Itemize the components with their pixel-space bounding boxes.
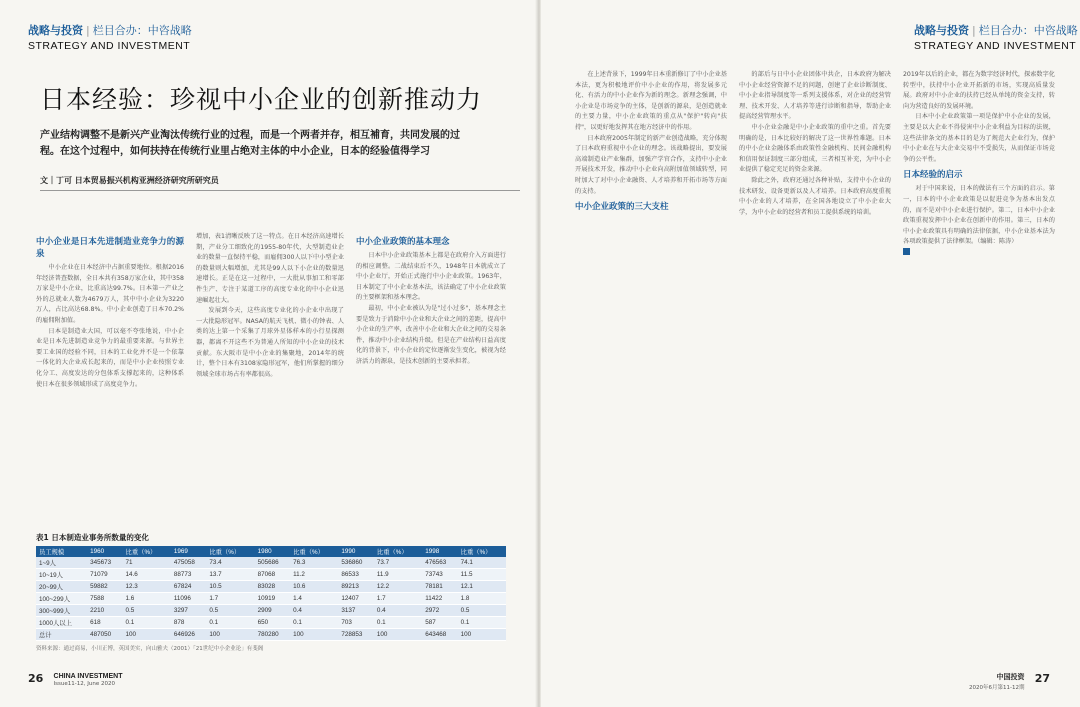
page-number: 27: [1034, 672, 1051, 685]
page-number: 26: [28, 672, 44, 685]
table-cell: 100~299人: [36, 593, 87, 605]
table-cell: 100: [458, 629, 506, 641]
paragraph: 中小企业在日本经济中占据重要地位。根据2016年经济普查数据，全日本共有358万家企业，其中358万家是中小企业，比重高达99.7%。日本第一产业之外的总就业人数为4679万人，其中中小企业为3220万人，占比高达68.8%。中小企业创造了日本70.2%的雇佣附加值。: [36, 264, 184, 324]
text-column-4: [575, 70, 727, 665]
table-cell: 12.2: [374, 581, 422, 593]
table-cell: 10919: [255, 593, 290, 605]
table-title: 表1 日本制造业事务所数量的变化: [36, 533, 149, 542]
article-byline: 文｜丁可 日本贸易振兴机构亚洲经济研究所研究员: [40, 176, 219, 185]
table-cell: 728853: [338, 629, 373, 641]
table-row: [36, 581, 506, 593]
section-heading-4: 日本经验的启示: [903, 170, 963, 181]
table-header-cell: 比重（%）: [374, 546, 422, 557]
table-cell: 2210: [87, 605, 122, 617]
table-cell: 487050: [87, 629, 122, 641]
table-cell: 0.5: [458, 605, 506, 617]
table-cell: 71079: [87, 569, 122, 581]
table-cell: 0.4: [374, 605, 422, 617]
paragraph: 对于中国来说，日本的做法有三个方面的启示。第一，日本的中小企业政策是以促进竞争为基本出发点的，而不是对中小企业进行保护。第二，日本中小企业政策重视发挥中小企业在创新中的作用。第三，日本的中小企业政策具有明确的法律依据，中小企业基本法为各项政策提供了法律框架。（编辑：陈涛）: [903, 185, 1055, 246]
table-cell: 67824: [171, 581, 206, 593]
table-cell: 1000人以上: [36, 617, 87, 629]
table-cell: 0.1: [458, 617, 506, 629]
table-cell: 10~19人: [36, 569, 87, 581]
divider: [40, 190, 520, 191]
left-page: [0, 0, 538, 707]
table-header-cell: 比重（%）: [123, 546, 171, 557]
data-table-block: [36, 532, 506, 652]
table-cell: 73.4: [206, 557, 254, 569]
paragraph: 除此之外，政府还通过各种补贴，支持中小企业的技术研发、设备更新以及人才培养。日本政府高度重视中小企业的人才培养，在全国各地设立了中小企业大学，为中小企业的经营者和员工提供系统的培训。: [739, 176, 891, 216]
table-cell: 7588: [87, 593, 122, 605]
table-cell: 73743: [422, 569, 457, 581]
table-row: [36, 569, 506, 581]
table-cell: 643468: [422, 629, 457, 641]
table-cell: 505686: [255, 557, 290, 569]
data-table: [36, 546, 506, 641]
table-cell: 476563: [422, 557, 457, 569]
header-separator: |: [972, 24, 976, 37]
table-cell: 78181: [422, 581, 457, 593]
paragraph: 中小企业金融是中小企业政策的重中之重。首先要明确的是，日本比较好的解决了这一世界性难题。日本的中小企业金融体系由政策性金融机构、民间金融机构和信用保证制度三部分组成，三者相互补充，为中小企业提供了稳定充足的资金来源。: [739, 123, 891, 174]
table-body: [36, 557, 506, 641]
paragraph: 日本是制造业大国，可以毫不夸张地说，中小企业是日本先进制造业竞争力的最重要来源。与世界主要工业国的经验不同，日本的工业化并不是一个依靠一体化的大企业成长起来的，而是中小企业按照专业化分工、高度发达的分包体系支撑起来的，这种体系使日本在很多领域形成了高度竞争力。: [36, 327, 184, 388]
section-label: 战略与投资: [914, 24, 969, 37]
paragraph: 的部后与日中小企业团体中共企，日本政府为解决中小企业经营资源不足的问题，创建了企业诊断制度、中小企业指导制度等一系列支援体系，对企业的经营管理、技术开发、人才培养等进行诊断和指导，帮助企业提高经营管理水平。: [739, 71, 891, 121]
table-cell: 0.5: [206, 605, 254, 617]
text-column-5: [739, 70, 891, 665]
paragraph: 在上述背景下，1999年日本重新修订了中小企业基本法，更为积极地评价中小企业的作用，将发展多元化、有活力的中小企业作为新的理念。新理念强调，中小企业是市场竞争的主体，是创新的源泉，是创造就业的主要力量，中小企业政策的重点从"保护"转向"扶持"，以更好地发挥其在地方经济中的作用。: [575, 71, 727, 131]
section-english: STRATEGY AND INVESTMENT: [28, 40, 191, 52]
table-cell: 2909: [255, 605, 290, 617]
table-cell: 1.7: [206, 593, 254, 605]
table-cell: 88773: [171, 569, 206, 581]
table-cell: 475058: [171, 557, 206, 569]
table-cell: 89213: [338, 581, 373, 593]
table-cell: 0.1: [206, 617, 254, 629]
table-cell: 100: [123, 629, 171, 641]
left-page-header: [28, 22, 192, 52]
right-page: [541, 0, 1080, 707]
table-cell: 74.1: [458, 557, 506, 569]
table-cell: 73.7: [374, 557, 422, 569]
table-header-cell: 1960: [87, 546, 122, 557]
table-header-cell: 1990: [338, 546, 373, 557]
section-label: 战略与投资: [28, 24, 83, 37]
table-cell: 11096: [171, 593, 206, 605]
left-footer: [28, 672, 123, 687]
text-column-3: [356, 232, 506, 522]
table-cell: 345673: [87, 557, 122, 569]
table-header-cell: 比重（%）: [206, 546, 254, 557]
issue-info: 2020年6月第11-12期: [969, 685, 1025, 691]
table-cell: 780280: [255, 629, 290, 641]
table-header-cell: 员工规模: [36, 546, 87, 557]
right-footer: [969, 672, 1050, 691]
table-source: 资料来源：通过商易，小川正博，英国美实，向山雅夫（2001）「21世纪中小企业论」有斐阁: [36, 646, 264, 652]
table-cell: 10.6: [290, 581, 338, 593]
table-cell: 0.5: [123, 605, 171, 617]
table-cell: 0.4: [290, 605, 338, 617]
right-page-header: [914, 22, 1078, 52]
table-cell: 83028: [255, 581, 290, 593]
table-cell: 11422: [422, 593, 457, 605]
table-cell: 1.8: [458, 593, 506, 605]
column-label: 栏目合办：中咨战略: [978, 24, 1078, 37]
paragraph: 日本政府2005年制定的新产业创造战略，充分体现了日本政府重视中小企业的理念。该战略提出，要发展高端制造业产业集群，加强产学官合作，支持中小企业开展技术开发，推动中小企业向高附加值领域转型，同时加大了对中小企业融资、人才培养和开拓市场等方面的支持。: [575, 134, 727, 195]
table-cell: 2972: [422, 605, 457, 617]
table-cell: 71: [123, 557, 171, 569]
table-cell: 1.7: [374, 593, 422, 605]
table-header-cell: 比重（%）: [290, 546, 338, 557]
table-cell: 76.3: [290, 557, 338, 569]
text-column-6: [903, 70, 1055, 665]
article-lead: 产业结构调整不是新兴产业淘汰传统行业的过程，而是一个两者并存，相互補育，共同发展的过程。在这个过程中，如何扶持在传统行业里占绝对主体的中小企业，日本的经验值得学习: [40, 130, 460, 157]
table-header-cell: 1969: [171, 546, 206, 557]
table-cell: 100: [206, 629, 254, 641]
table-cell: 618: [87, 617, 122, 629]
table-cell: 11.2: [290, 569, 338, 581]
table-row: [36, 593, 506, 605]
table-row: [36, 629, 506, 641]
section-heading-2: 中小企业政策的基本理念: [356, 237, 450, 247]
table-row: [36, 617, 506, 629]
header-separator: |: [86, 24, 90, 37]
table-cell: 650: [255, 617, 290, 629]
table-cell: 10.5: [206, 581, 254, 593]
table-cell: 11.5: [458, 569, 506, 581]
paragraph: 最初，中小企业被认为是"过小过多"，基本理念主要是致力于消除中小企业和大企业之间的差距，提高中小企业的生产率，改善中小企业和大企业之间的交易条件，推动中小企业结构升级。但是在产业结构日益高度化的背景下，中小企业的定位逐渐发生变化，被视为经济活力的源泉，是技术创新的主要承担者。: [356, 304, 506, 365]
table-cell: 87068: [255, 569, 290, 581]
table-cell: 11.9: [374, 569, 422, 581]
table-row: [36, 605, 506, 617]
section-heading-3: 中小企业政策的三大支柱: [575, 202, 669, 213]
section-heading-1: 中小企业是日本先进制造业竞争力的源泉: [36, 237, 184, 259]
end-mark-icon: [903, 248, 910, 255]
paragraph: 2019年以后的企业，都在为数字经济时代，探索数字化转型中，扶持中小企业开拓新的市场，实现高质量发展。政府对中小企业的扶持已经从单纯的资金支持，转向为营造良好的发展环境。: [903, 71, 1055, 110]
table-cell: 1~9人: [36, 557, 87, 569]
table-cell: 100: [290, 629, 338, 641]
table-cell: 300~999人: [36, 605, 87, 617]
table-cell: 14.6: [123, 569, 171, 581]
table-cell: 1.4: [290, 593, 338, 605]
magazine-name: 中国投资: [996, 674, 1025, 681]
table-cell: 100: [374, 629, 422, 641]
table-cell: 20~99人: [36, 581, 87, 593]
table-cell: 59882: [87, 581, 122, 593]
table-cell: 12.3: [123, 581, 171, 593]
table-header-cell: 1980: [255, 546, 290, 557]
table-cell: 3137: [338, 605, 373, 617]
table-cell: 12407: [338, 593, 373, 605]
paragraph: 日本中小企业政策基本上都是在政府介入方面进行的相应调整。二战结束后不久，1948年日本就成立了中小企业厅，开始正式施行中小企业政策。1963年，日本制定了中小企业基本法，该法确定了中小企业政策的主要框架和基本理念。: [356, 252, 506, 302]
text-column-2: [196, 232, 344, 522]
table-cell: 703: [338, 617, 373, 629]
paragraph: 日本中小企业政策第一项是保护中小企业的发展，主要是以大企业不得侵害中小企业利益为目标的法规，这些法律条文的基本目的是为了规范大企业行为，保护中小企业在与大企业交易中不受损失，从而保证市场竞争的公平性。: [903, 113, 1055, 163]
table-cell: 536860: [338, 557, 373, 569]
table-header-cell: 1998: [422, 546, 457, 557]
table-cell: 86533: [338, 569, 373, 581]
issue-info: Issue11-12, June 2020: [53, 681, 115, 687]
paragraph: 增加，表1清晰反映了这一特点。在日本经济高速增长期，产业分工细致化的1955-80年代，大型制造业企业的数量一直保持平稳，而雇佣300人以下中小型企业的数量则大幅增加，尤其是99人以下小企业的数量迅速增长。正是在这一过程中，一大批从事加工和零部件生产、专注于某道工序的高度专业化的中小企业迅速崛起壮大。: [196, 233, 344, 304]
column-label: 栏目合办：中咨战略: [92, 24, 192, 37]
table-cell: 13.7: [206, 569, 254, 581]
table-cell: 12.1: [458, 581, 506, 593]
table-header-row: [36, 546, 506, 557]
paragraph: 发展到今天，这些高度专业化的小企业中出现了一大批隐形冠军。NASA的航天飞机、微小的钟表、人类的达上第一个采集了月球外星体样本的小行星探测器，都离不开这些不为普通人所知的中小企业的技术贡献。东大阪市是中小企业的集聚地，2014年的统计，整个日本有3108家隐形冠军，他们所掌握的细分领域全球市场占有率都很高。: [196, 307, 344, 378]
text-column-1: [36, 232, 184, 522]
table-cell: 总计: [36, 629, 87, 641]
table-cell: 0.1: [290, 617, 338, 629]
table-cell: 0.1: [123, 617, 171, 629]
table-cell: 3297: [171, 605, 206, 617]
section-english: STRATEGY AND INVESTMENT: [914, 40, 1077, 52]
magazine-name: CHINA INVESTMENT: [53, 673, 123, 680]
table-cell: 0.1: [374, 617, 422, 629]
table-cell: 587: [422, 617, 457, 629]
article-title: 日本经验：珍视中小企业的创新推动力: [40, 85, 483, 114]
table-row: [36, 557, 506, 569]
table-cell: 646926: [171, 629, 206, 641]
table-cell: 878: [171, 617, 206, 629]
table-cell: 1.6: [123, 593, 171, 605]
table-header-cell: 比重（%）: [458, 546, 506, 557]
